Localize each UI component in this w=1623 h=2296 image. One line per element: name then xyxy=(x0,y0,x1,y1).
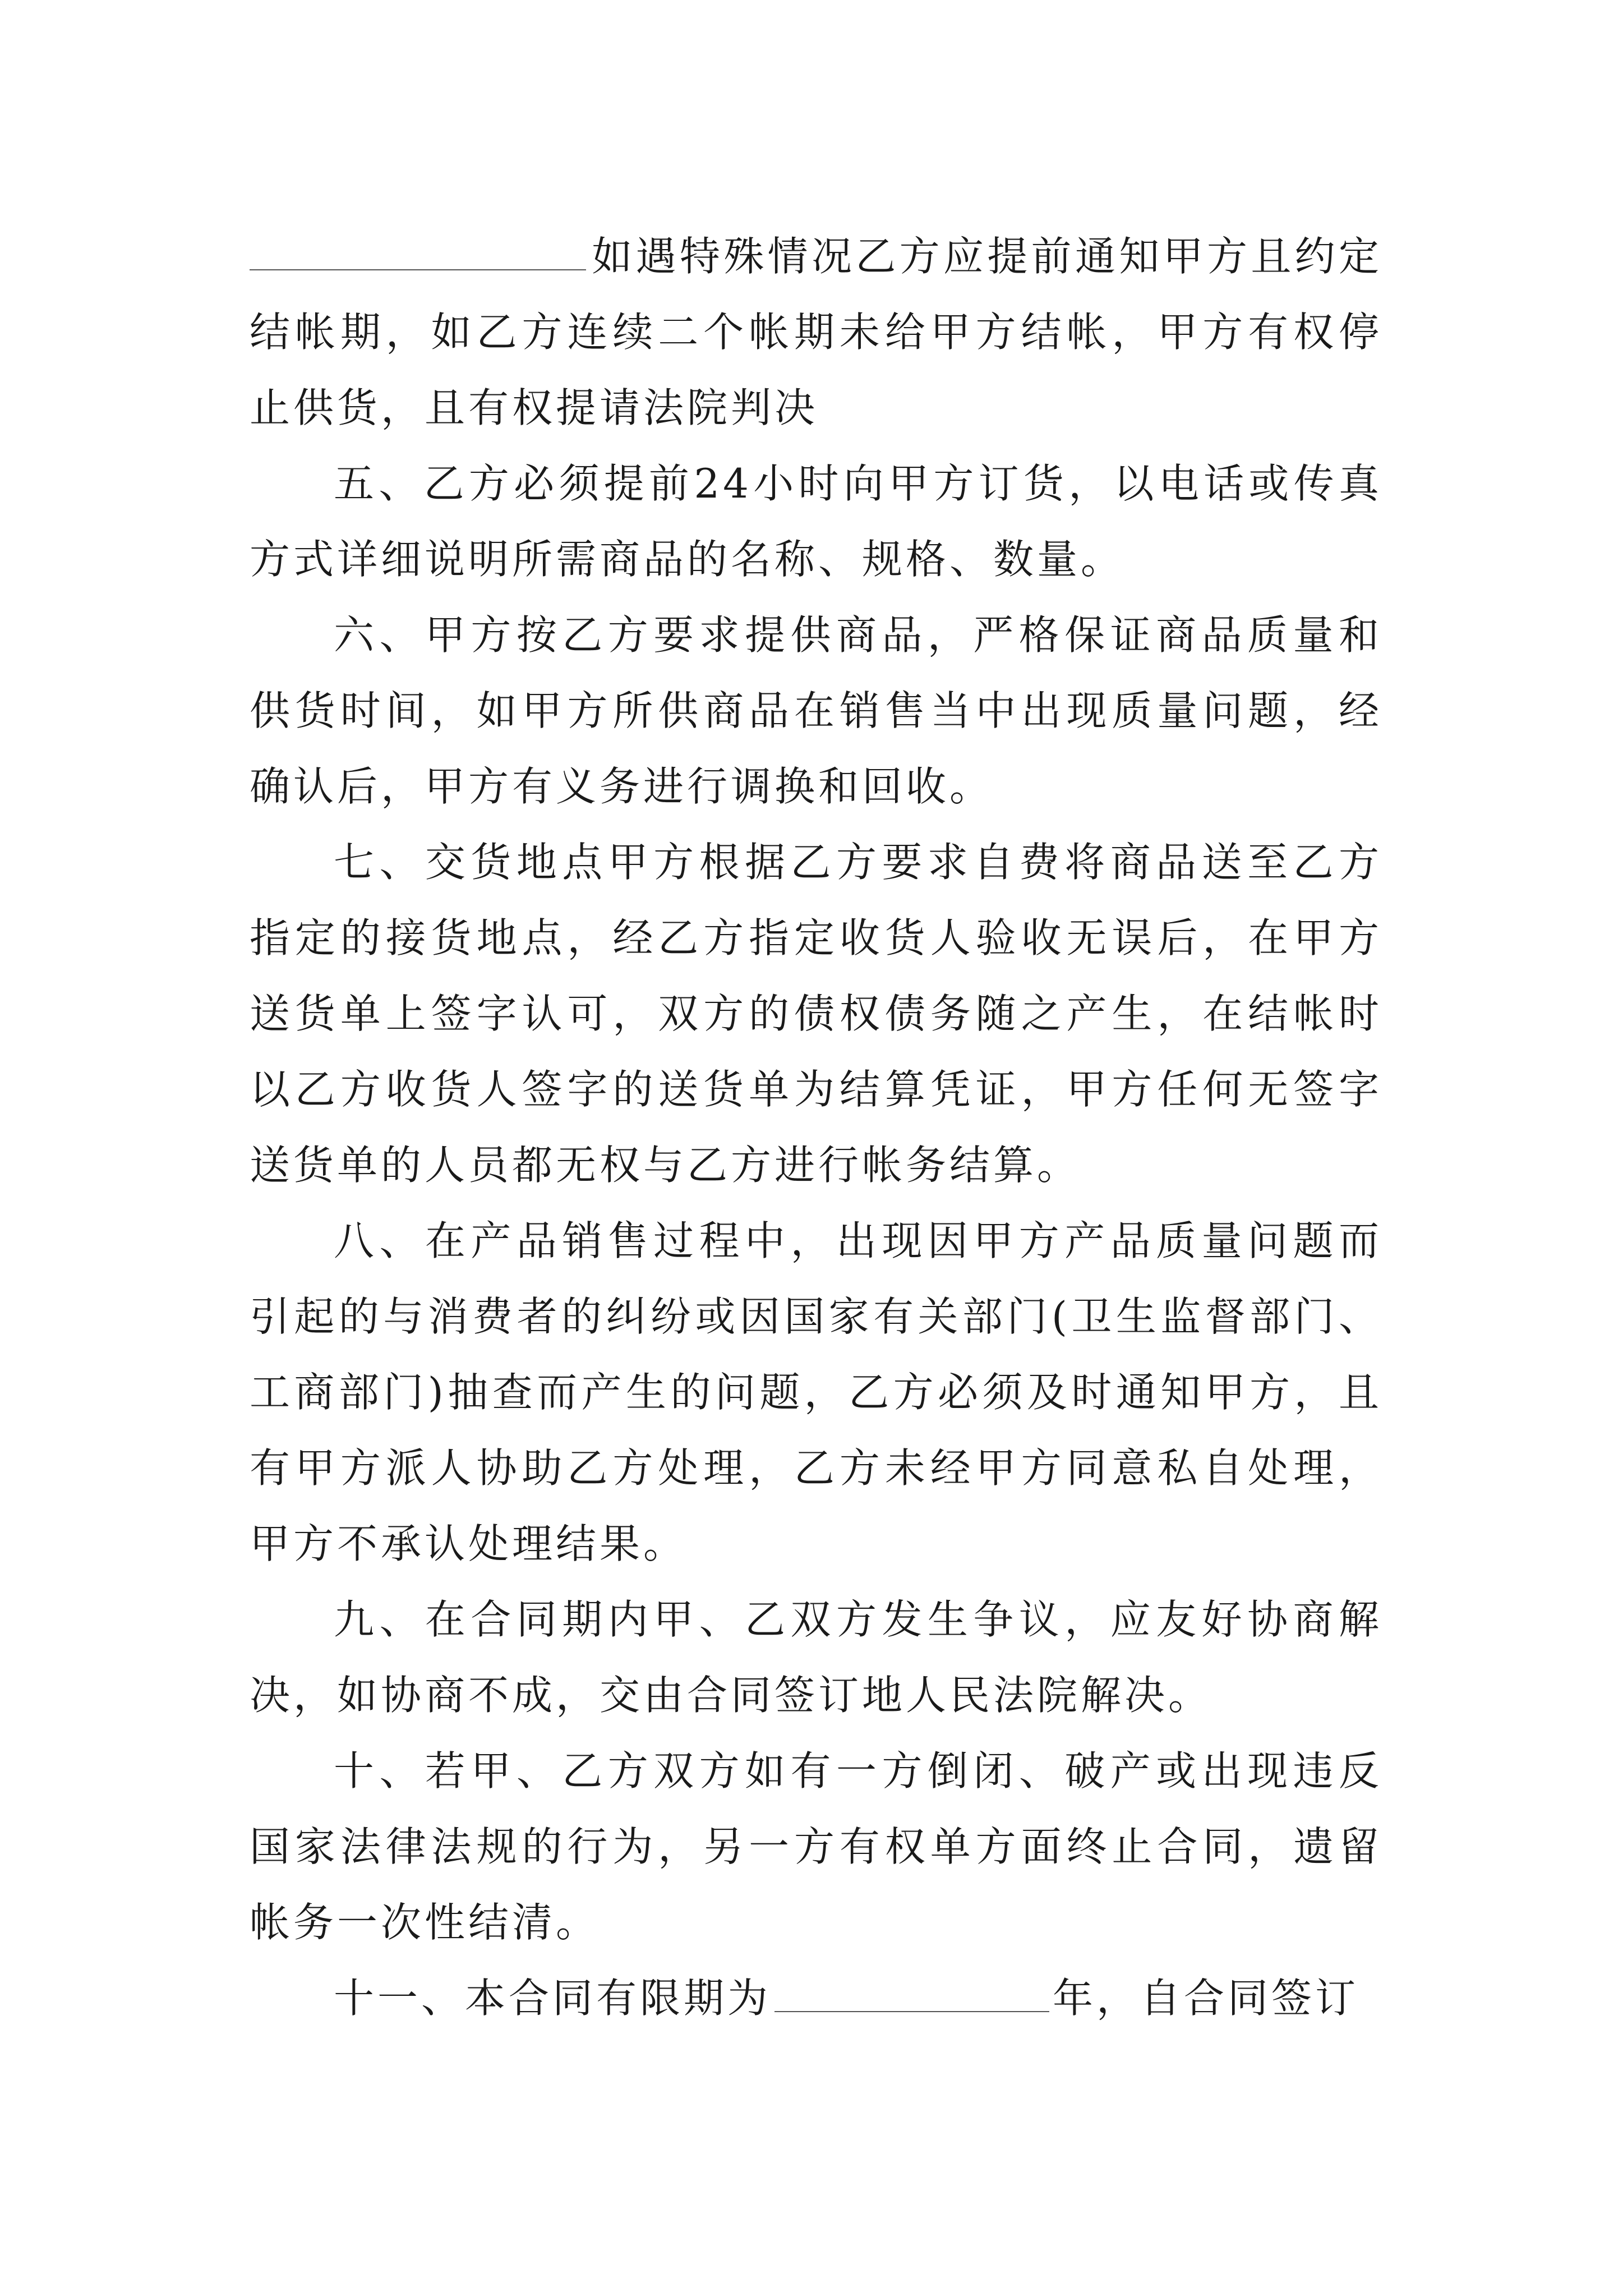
clause-6: 六、甲方按乙方要求提供商品，严格保证商品质量和供货时间，如甲方所供商品在销售当中出现质量问题，经确认后，甲方有义务进行调换和回收。 xyxy=(250,611,1382,810)
clause-11-tail: 年，自合同签订 xyxy=(1053,1975,1359,2022)
clause-5: 五、乙方必须提前24小时向甲方订货，以电话或传真方式详细说明所需商品的名称、规格、数量。 xyxy=(250,460,1382,583)
document-body xyxy=(250,219,1382,2036)
term-blank-line xyxy=(774,1977,1049,2012)
clause-9: 九、在合同期内甲、乙双方发生争议，应友好协商解决，如协商不成，交由合同签订地人民法院解决。 xyxy=(250,1596,1382,1719)
clause-11 xyxy=(250,1961,1382,2036)
paragraph-4-continuation xyxy=(250,219,1382,446)
paragraph-4-text: 如遇特殊情况乙方应提前通知甲方且约定结帐期，如乙方连续二个帐期未给甲方结帐，甲方有权停止供货，且有权提请法院判决 xyxy=(250,233,1382,431)
clause-8: 八、在产品销售过程中，出现因甲方产品质量问题而引起的与消费者的纠纷或因国家有关部门(卫生监督部门、工商部门)抽查而产生的问题，乙方必须及时通知甲方，且有甲方派人协助乙方处理，乙方未经甲方同意私自处理，甲方不承认处理结果。 xyxy=(250,1217,1382,1567)
clause-10: 十、若甲、乙方双方如有一方倒闭、破产或出现违反国家法律法规的行为，另一方有权单方面终止合同，遗留帐务一次性结清。 xyxy=(250,1747,1382,1946)
blank-line xyxy=(250,236,586,270)
clause-7: 七、交货地点甲方根据乙方要求自费将商品送至乙方指定的接货地点，经乙方指定收货人验收无误后，在甲方送货单上签字认可，双方的债权债务随之产生，在结帐时以乙方收货人签字的送货单为结算凭证，甲方任何无签字送货单的人员都无权与乙方进行帐务结算。 xyxy=(250,839,1382,1189)
clause-11-lead: 十一、本合同有限期为 xyxy=(334,1975,772,2022)
